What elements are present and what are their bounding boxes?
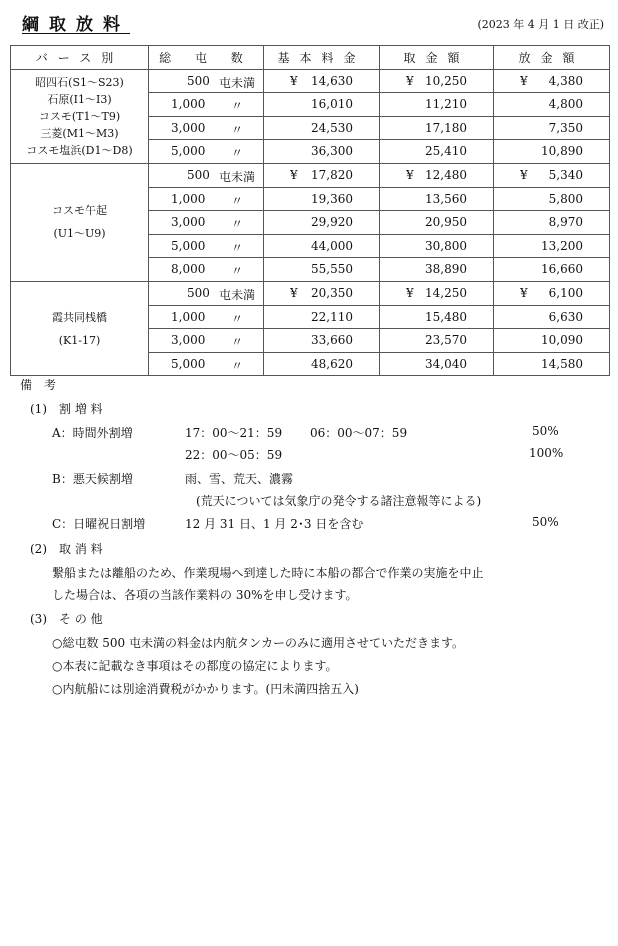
berth-name: (U1〜U9) <box>53 227 106 241</box>
tonnage-unit: 屯未満 <box>219 169 256 184</box>
take-fee-value: 11,210 <box>425 97 467 112</box>
base-fee-value: 29,920 <box>311 215 353 230</box>
page-title: 綱取放料 <box>22 15 130 35</box>
other-item: ○総屯数 500 屯未満の料金は内航タンカーのみに適用させていただきます。 <box>52 636 465 650</box>
take-fee-cell <box>380 305 494 329</box>
release-fee-cell <box>494 281 610 305</box>
base-fee-cell <box>264 163 380 187</box>
release-fee-value: 5,800 <box>548 191 583 206</box>
tonnage-value: 500 <box>187 73 210 88</box>
take-fee-value: 34,040 <box>425 356 467 371</box>
notes-heading: 備 考 <box>20 378 57 392</box>
tonnage-value: 500 <box>187 285 210 300</box>
berth-name: 石原(I1〜I3) <box>47 92 112 106</box>
release-fee-cell <box>494 234 610 258</box>
cancel-title: (2) 取 消 料 <box>30 542 103 556</box>
take-fee-value: 20,950 <box>425 215 467 230</box>
release-fee-cell <box>494 93 610 117</box>
tonnage-cell <box>149 163 264 187</box>
take-fee-value: 13,560 <box>425 191 467 206</box>
tonnage-value: 8,000 <box>171 262 206 277</box>
other-item: ○本表に記載なき事項はその都度の協定によります。 <box>52 659 338 673</box>
take-fee-value: 14,250 <box>425 285 467 300</box>
take-fee-cell <box>380 258 494 282</box>
base-fee-value: 20,350 <box>311 285 353 300</box>
berth-name: 三菱(M1〜M3) <box>40 126 119 140</box>
tonnage-cell <box>149 116 264 140</box>
table-row <box>11 281 610 305</box>
base-fee-value: 16,010 <box>311 97 353 112</box>
take-fee-value: 12,480 <box>425 167 467 182</box>
revision-date: (2023 年 4 月 1 日 改正) <box>477 18 604 31</box>
berth-name: 霞共同桟橋 <box>52 310 107 324</box>
berth-cell <box>11 163 149 281</box>
release-fee-cell <box>494 211 610 235</box>
base-fee-cell <box>264 258 380 282</box>
tonnage-unit: 〃 <box>231 358 244 373</box>
base-fee-cell <box>264 281 380 305</box>
berth-name: 昭四石(S1〜S23) <box>35 75 124 89</box>
yen-sign: ¥ <box>406 167 414 182</box>
yen-sign: ¥ <box>520 167 528 182</box>
cancel-line2: した場合は、各項の当該作業料の 30%を申し受けます。 <box>52 588 358 602</box>
tonnage-value: 1,000 <box>171 97 206 112</box>
tonnage-unit: 屯未満 <box>219 75 256 90</box>
base-fee-value: 44,000 <box>311 238 353 253</box>
surcharge-a-time2: 06：00〜07：59 <box>310 426 408 440</box>
berth-cell <box>11 281 149 375</box>
tonnage-cell <box>149 281 264 305</box>
tonnage-cell <box>149 352 264 376</box>
header-release-fee: 放金額 <box>494 46 610 70</box>
header-base-fee: 基本料金 <box>264 46 380 70</box>
release-fee-cell <box>494 352 610 376</box>
release-fee-value: 10,890 <box>541 144 583 159</box>
base-fee-cell <box>264 352 380 376</box>
release-fee-value: 7,350 <box>548 120 583 135</box>
base-fee-value: 24,530 <box>311 120 353 135</box>
base-fee-cell <box>264 187 380 211</box>
other-item: ○内航船には別途消費税がかかります。(円未満四捨五入) <box>52 682 359 696</box>
yen-sign: ¥ <box>290 73 298 88</box>
base-fee-cell <box>264 211 380 235</box>
tonnage-value: 5,000 <box>171 144 206 159</box>
release-fee-cell <box>494 329 610 353</box>
release-fee-value: 16,660 <box>541 262 583 277</box>
tonnage-unit: 〃 <box>231 311 244 326</box>
surcharge-a-rate1: 50% <box>532 424 559 438</box>
take-fee-value: 15,480 <box>425 309 467 324</box>
yen-sign: ¥ <box>406 73 414 88</box>
surcharge-b-note: (荒天については気象庁の発令する諸注意報等による) <box>196 494 482 508</box>
release-fee-value: 6,630 <box>548 309 583 324</box>
berth-name: (K1-17) <box>58 333 101 347</box>
release-fee-value: 10,090 <box>541 333 583 348</box>
release-fee-value: 14,580 <box>541 356 583 371</box>
base-fee-value: 48,620 <box>311 356 353 371</box>
take-fee-cell <box>380 281 494 305</box>
take-fee-cell <box>380 140 494 164</box>
tonnage-unit: 〃 <box>231 240 244 255</box>
surcharge-a-time3: 22：00〜05：59 <box>185 448 283 462</box>
base-fee-value: 17,820 <box>311 167 353 182</box>
base-fee-value: 14,630 <box>311 73 353 88</box>
berth-name: コスモ(T1〜T9) <box>38 109 121 123</box>
tonnage-value: 5,000 <box>171 238 206 253</box>
tonnage-value: 3,000 <box>171 333 206 348</box>
take-fee-cell <box>380 69 494 93</box>
base-fee-value: 22,110 <box>311 309 353 324</box>
tonnage-value: 500 <box>187 167 210 182</box>
tonnage-value: 3,000 <box>171 215 206 230</box>
fee-table <box>10 45 610 376</box>
base-fee-value: 36,300 <box>311 144 353 159</box>
base-fee-value: 19,360 <box>311 191 353 206</box>
surcharge-a-label: A：時間外割増 <box>52 426 133 440</box>
yen-sign: ¥ <box>290 167 298 182</box>
take-fee-value: 10,250 <box>425 73 467 88</box>
release-fee-value: 6,100 <box>548 285 583 300</box>
take-fee-cell <box>380 352 494 376</box>
tonnage-cell <box>149 305 264 329</box>
berth-name: コスモ塩浜(D1〜D8) <box>26 143 133 157</box>
tonnage-value: 5,000 <box>171 356 206 371</box>
tonnage-unit: 〃 <box>231 122 244 137</box>
release-fee-value: 4,800 <box>548 97 583 112</box>
tonnage-cell <box>149 69 264 93</box>
take-fee-cell <box>380 187 494 211</box>
base-fee-value: 33,660 <box>311 333 353 348</box>
surcharge-b-text: 雨、雪、荒天、濃霧 <box>185 472 294 486</box>
header-take-fee: 取金額 <box>380 46 494 70</box>
release-fee-value: 5,340 <box>548 167 583 182</box>
take-fee-value: 30,800 <box>425 238 467 253</box>
surcharge-c-rate: 50% <box>532 515 559 529</box>
take-fee-cell <box>380 116 494 140</box>
release-fee-cell <box>494 116 610 140</box>
base-fee-value: 55,550 <box>311 262 353 277</box>
cancel-line1: 繋船または離船のため、作業現場へ到達した時に本船の都合で作業の実施を中止 <box>52 566 484 580</box>
release-fee-cell <box>494 163 610 187</box>
take-fee-cell <box>380 234 494 258</box>
take-fee-cell <box>380 163 494 187</box>
tonnage-cell <box>149 140 264 164</box>
table-row <box>11 69 610 93</box>
tonnage-unit: 〃 <box>231 193 244 208</box>
take-fee-value: 23,570 <box>425 333 467 348</box>
base-fee-cell <box>264 140 380 164</box>
base-fee-cell <box>264 329 380 353</box>
surcharge-c-text: 12 月 31 日、1 月 2･3 日を含む <box>185 517 364 531</box>
take-fee-value: 38,890 <box>425 262 467 277</box>
yen-sign: ¥ <box>520 73 528 88</box>
tonnage-unit: 〃 <box>231 99 244 114</box>
berth-name: コスモ午起 <box>52 204 107 218</box>
base-fee-cell <box>264 305 380 329</box>
release-fee-value: 8,970 <box>548 215 583 230</box>
take-fee-value: 25,410 <box>425 144 467 159</box>
tonnage-cell <box>149 187 264 211</box>
release-fee-cell <box>494 140 610 164</box>
tonnage-unit: 屯未満 <box>219 287 256 302</box>
tonnage-cell <box>149 93 264 117</box>
tonnage-cell <box>149 234 264 258</box>
tonnage-cell <box>149 329 264 353</box>
tonnage-value: 3,000 <box>171 120 206 135</box>
base-fee-cell <box>264 234 380 258</box>
surcharge-b-label: B：悪天候割増 <box>52 472 133 486</box>
take-fee-cell <box>380 93 494 117</box>
header-tonnage: 総 屯 数 <box>149 46 264 70</box>
base-fee-cell <box>264 93 380 117</box>
tonnage-cell <box>149 211 264 235</box>
yen-sign: ¥ <box>290 285 298 300</box>
tonnage-unit: 〃 <box>231 146 244 161</box>
surcharge-c-label: C：日曜祝日割増 <box>52 517 146 531</box>
header-berth: バース別 <box>11 46 149 70</box>
tonnage-unit: 〃 <box>231 335 244 350</box>
release-fee-cell <box>494 69 610 93</box>
surcharge-a-time1: 17：00〜21：59 <box>185 426 283 440</box>
yen-sign: ¥ <box>520 285 528 300</box>
other-title: (3) そ の 他 <box>30 612 103 626</box>
base-fee-cell <box>264 116 380 140</box>
table-header-row <box>11 46 610 70</box>
release-fee-cell <box>494 187 610 211</box>
tonnage-value: 1,000 <box>171 309 206 324</box>
base-fee-cell <box>264 69 380 93</box>
release-fee-cell <box>494 305 610 329</box>
release-fee-value: 13,200 <box>541 238 583 253</box>
take-fee-cell <box>380 329 494 353</box>
release-fee-value: 4,380 <box>548 73 583 88</box>
tonnage-value: 1,000 <box>171 191 206 206</box>
release-fee-cell <box>494 258 610 282</box>
surcharge-a-rate2: 100% <box>529 446 564 460</box>
take-fee-value: 17,180 <box>425 120 467 135</box>
tonnage-unit: 〃 <box>231 217 244 232</box>
yen-sign: ¥ <box>406 285 414 300</box>
berth-cell <box>11 69 149 163</box>
surcharge-title: (1) 割 増 料 <box>30 402 103 416</box>
table-row <box>11 163 610 187</box>
tonnage-unit: 〃 <box>231 264 244 279</box>
take-fee-cell <box>380 211 494 235</box>
tonnage-cell <box>149 258 264 282</box>
